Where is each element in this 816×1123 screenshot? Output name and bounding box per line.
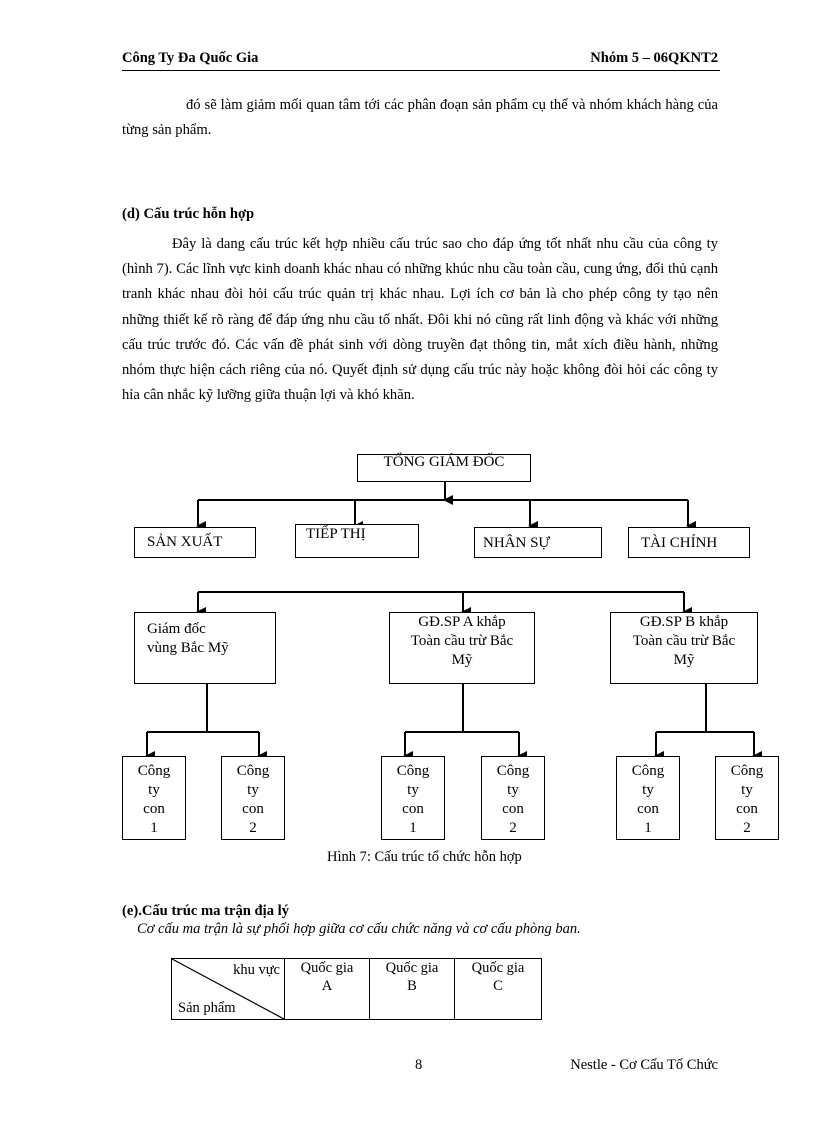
subsidiary-box bbox=[481, 756, 545, 840]
column-header-line: Quốc gia bbox=[471, 960, 525, 976]
geo-matrix-table bbox=[171, 958, 542, 1020]
subsidiary-line: ty bbox=[507, 782, 519, 798]
manager-line: Mỹ bbox=[673, 652, 695, 668]
manager-line: Toàn cầu trừ Bắc bbox=[410, 633, 514, 649]
subsidiary-line: ty bbox=[148, 782, 160, 798]
manager-line: GĐ.SP A khắp bbox=[418, 614, 506, 630]
manager-box-product-a bbox=[389, 612, 535, 684]
header-left: Công Ty Đa Quốc Gia bbox=[122, 50, 259, 66]
manager-box-product-b bbox=[610, 612, 758, 684]
manager-box-north-america bbox=[134, 612, 276, 684]
subsidiary-line: ty bbox=[741, 782, 753, 798]
section-e-subtitle: Cơ cấu ma trận là sự phối hợp giữa cơ cấu chức năng và cơ cấu phòng ban. bbox=[137, 921, 581, 937]
footer-right: Nestle - Cơ Cấu Tổ Chức bbox=[570, 1057, 718, 1073]
manager-line: GĐ.SP B khắp bbox=[639, 614, 729, 630]
matrix-corner-top: khu vực bbox=[233, 962, 280, 978]
dept-label: TIẾP THỊ bbox=[306, 526, 366, 542]
subsidiary-line: con bbox=[736, 801, 758, 817]
subsidiary-line: Công bbox=[631, 763, 665, 779]
subsidiary-line: Công bbox=[396, 763, 430, 779]
matrix-corner-cell bbox=[172, 959, 285, 1020]
subsidiary-box bbox=[616, 756, 680, 840]
matrix-column-header bbox=[370, 959, 455, 1020]
subsidiary-line: con bbox=[637, 801, 659, 817]
section-d-body: Đây là dang cấu trúc kết hợp nhiều cấu trúc sao cho đáp ứng tốt nhất nhu cầu của công ty (hình 7). Các lĩnh vực kinh doanh khác nhau có những khúc nhu cầu toàn cầu, cung ứng, đối thủ cạnh tranh khác nhau đòi hỏi cấu trúc quản trị khác nhau. Lợi ích cơ bản là cho phép công ty tạo nên những thiết kế rõ ràng để đáp ứng nhu cầu tố nhất. Đôi khi nó cũng rất linh động và khác với những cấu trúc trước đó. Các vấn đề phát sinh với dòng truyền đạt thông tin, mắt xích điều hành, những nhóm thực hiện cách riêng của nó. Quyết định sử dụng cấu trúc này hoặc không đòi hỏi các công ty hỉa cân nhắc kỹ lưỡng giữa thuận lợi và khó khăn. bbox=[122, 236, 718, 404]
manager-line: vùng Bắc Mỹ bbox=[147, 640, 229, 656]
matrix-column-header bbox=[285, 959, 370, 1020]
header-right: Nhóm 5 – 06QKNT2 bbox=[590, 50, 718, 66]
manager-line: Mỹ bbox=[451, 652, 473, 668]
column-header-line: C bbox=[493, 978, 503, 994]
ceo-label: TỔNG GIÁM ĐỐC bbox=[383, 454, 505, 470]
dept-box-finance bbox=[628, 527, 750, 558]
dept-box-hr bbox=[474, 527, 602, 558]
subsidiary-line: con bbox=[242, 801, 264, 817]
subsidiary-line: 2 bbox=[743, 820, 751, 836]
subsidiary-line: 1 bbox=[644, 820, 652, 836]
page-number: 8 bbox=[415, 1057, 423, 1073]
ceo-box bbox=[357, 454, 531, 482]
section-d-heading: (d) Cấu trúc hỗn hợp bbox=[122, 206, 255, 222]
subsidiary-line: 2 bbox=[249, 820, 257, 836]
manager-line: Toàn cầu trừ Bắc bbox=[632, 633, 736, 649]
subsidiary-box bbox=[715, 756, 779, 840]
subsidiary-box bbox=[221, 756, 285, 840]
subsidiary-line: ty bbox=[407, 782, 419, 798]
subsidiary-line: 2 bbox=[509, 820, 517, 836]
figure-caption: Hình 7: Cấu trúc tổ chức hỗn hợp bbox=[327, 849, 522, 865]
section-e-heading: (e).Cấu trúc ma trận địa lý bbox=[122, 903, 289, 919]
subsidiary-box bbox=[381, 756, 445, 840]
subsidiary-line: Công bbox=[496, 763, 530, 779]
subsidiary-line: 1 bbox=[409, 820, 417, 836]
matrix-column-header bbox=[455, 959, 542, 1020]
dept-box-marketing bbox=[295, 524, 419, 558]
matrix-corner-bottom: Sản phẩm bbox=[178, 1000, 236, 1016]
subsidiary-line: ty bbox=[247, 782, 259, 798]
subsidiary-line: con bbox=[402, 801, 424, 817]
intro-paragraph: đó sẽ làm giảm mối quan tâm tới các phân đoạn sản phẩm cụ thể và nhóm khách hàng của từng sản phẩm. bbox=[122, 97, 718, 139]
subsidiary-line: 1 bbox=[150, 820, 158, 836]
subsidiary-line: ty bbox=[642, 782, 654, 798]
column-header-line: Quốc gia bbox=[300, 960, 354, 976]
column-header-line: Quốc gia bbox=[385, 960, 439, 976]
subsidiary-line: con bbox=[502, 801, 524, 817]
subsidiary-line: Công bbox=[730, 763, 764, 779]
subsidiary-box bbox=[122, 756, 186, 840]
dept-label: TÀI CHÍNH bbox=[641, 535, 718, 551]
column-header-line: B bbox=[407, 978, 417, 994]
dept-box-production bbox=[134, 527, 256, 558]
subsidiary-line: con bbox=[143, 801, 165, 817]
dept-label: NHÂN SỰ bbox=[483, 535, 551, 551]
dept-label: SẢN XUẤT bbox=[147, 534, 223, 550]
manager-line: Giám đốc bbox=[147, 621, 206, 637]
subsidiary-line: Công bbox=[236, 763, 270, 779]
column-header-line: A bbox=[321, 978, 333, 994]
subsidiary-line: Công bbox=[137, 763, 171, 779]
